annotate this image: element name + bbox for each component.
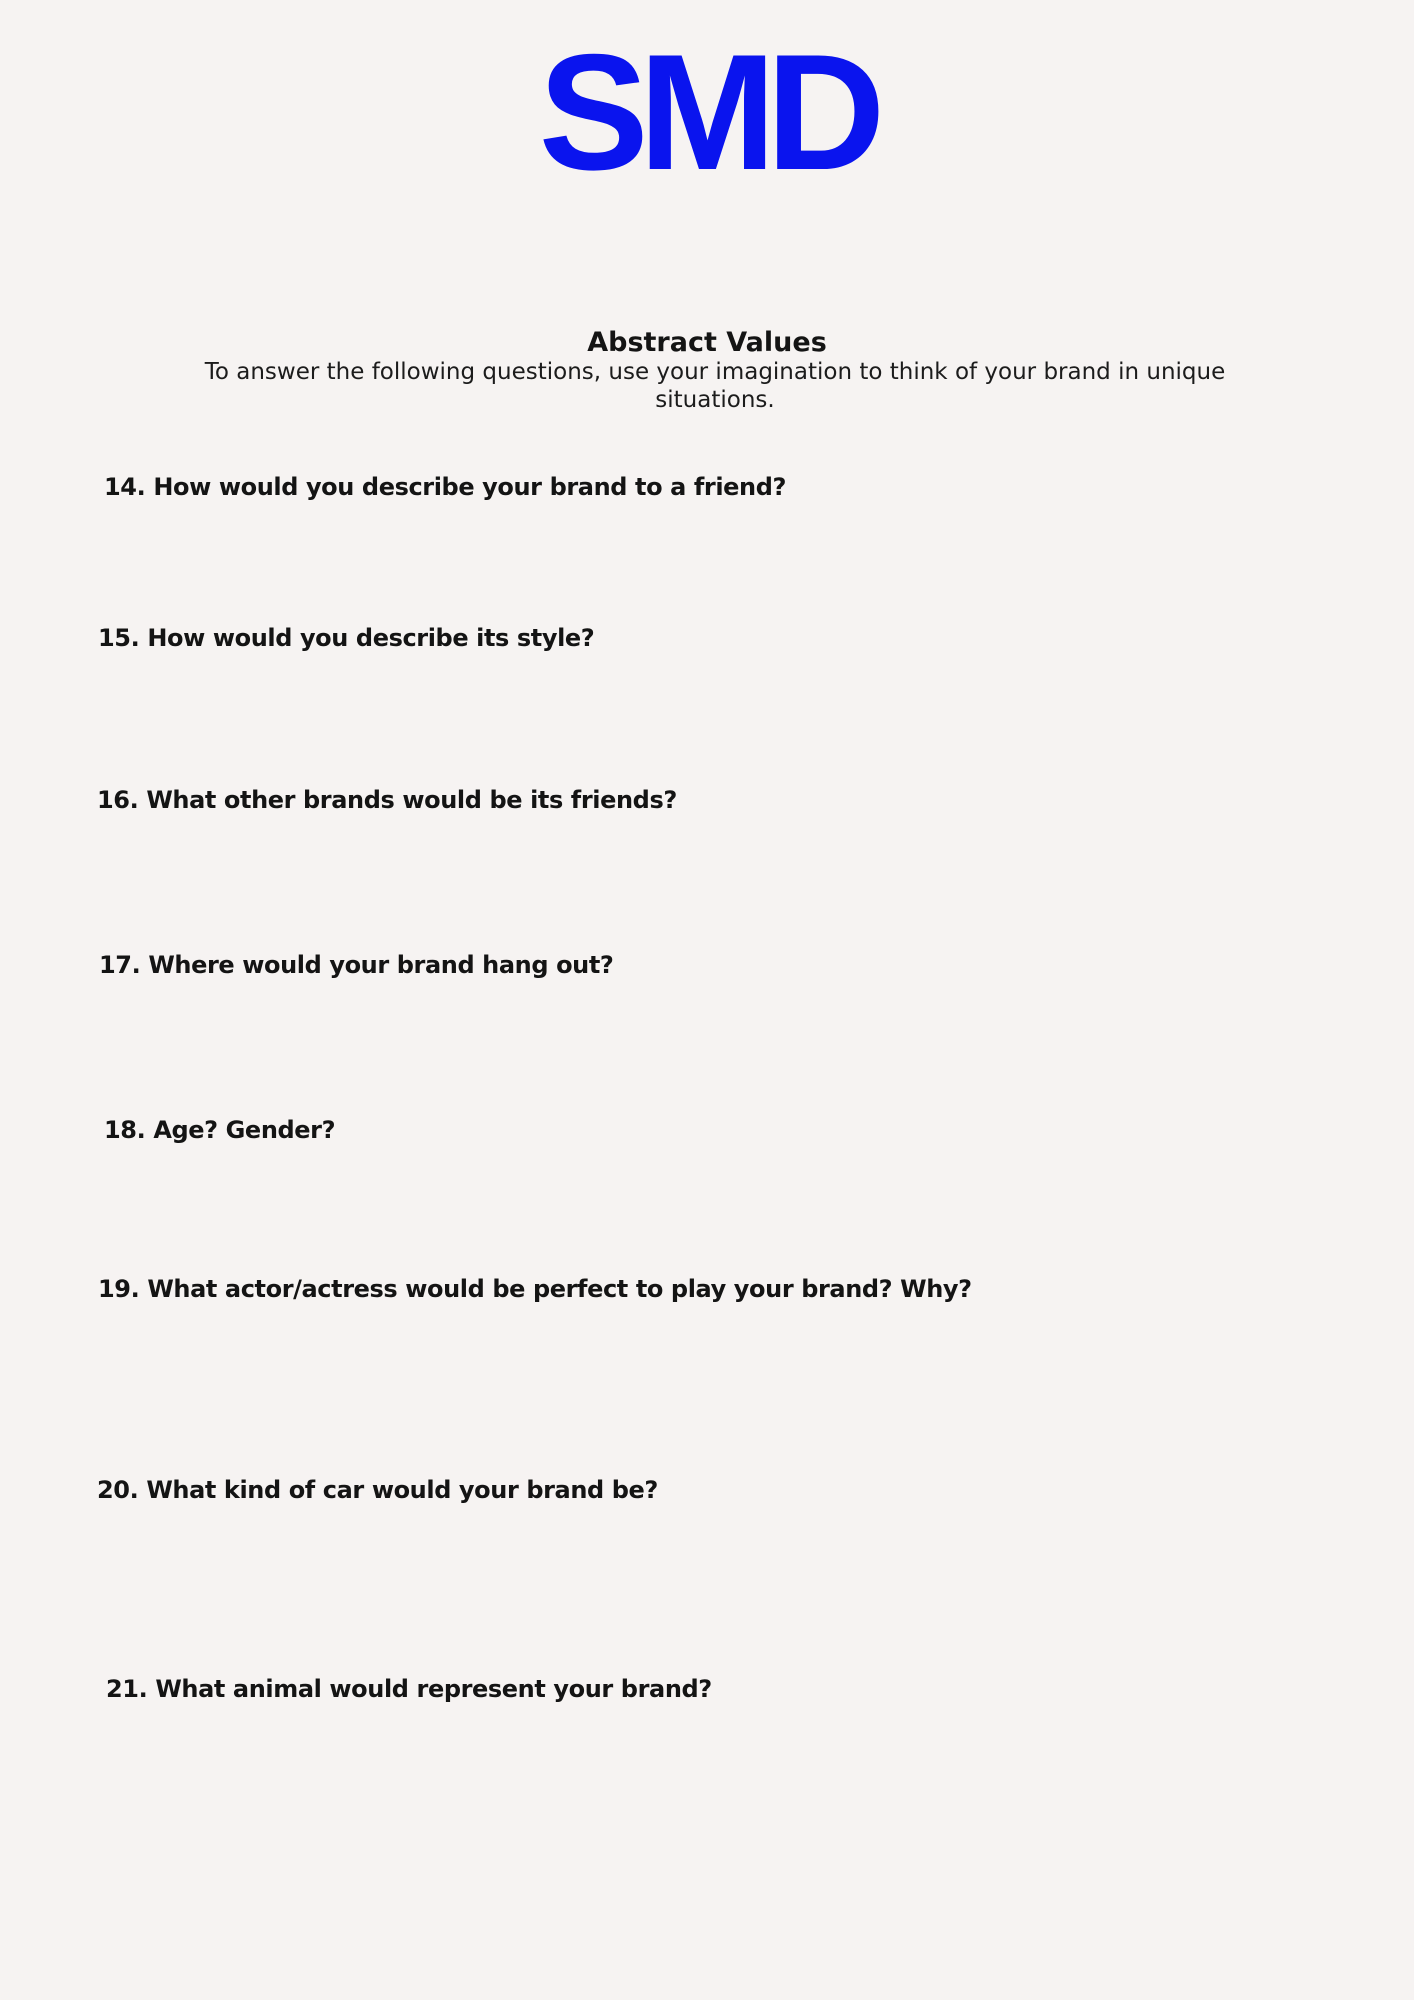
question-number: 14. (104, 473, 146, 501)
question-number: 16. (97, 786, 139, 814)
question-text: What kind of car would your brand be? (146, 1476, 658, 1504)
question-21 (106, 1673, 712, 1705)
question-text: Where would your brand hang out? (148, 951, 614, 979)
question-number: 20. (97, 1476, 139, 1504)
section-title: Abstract Values (587, 327, 827, 358)
question-text: Age? Gender? (153, 1116, 336, 1144)
question-20 (97, 1474, 658, 1506)
question-18 (104, 1114, 335, 1146)
question-16 (97, 784, 677, 816)
question-19 (98, 1273, 972, 1305)
question-number: 17. (99, 951, 141, 979)
question-text: How would you describe its style? (147, 624, 595, 652)
question-text: How would you describe your brand to a friend? (153, 473, 787, 501)
question-number: 21. (106, 1675, 148, 1703)
question-17 (99, 949, 613, 981)
question-text: What actor/actress would be perfect to play your brand? Why? (147, 1275, 972, 1303)
question-14 (104, 471, 786, 503)
question-text: What other brands would be its friends? (146, 786, 677, 814)
question-number: 18. (104, 1116, 146, 1144)
section-intro: To answer the following questions, use your imagination to think of your brand in unique situations. (204, 359, 1226, 413)
question-number: 19. (98, 1275, 140, 1303)
question-15 (98, 622, 594, 654)
question-number: 15. (98, 624, 140, 652)
smd-logo: SMD (538, 20, 876, 204)
question-text: What animal would represent your brand? (155, 1675, 712, 1703)
